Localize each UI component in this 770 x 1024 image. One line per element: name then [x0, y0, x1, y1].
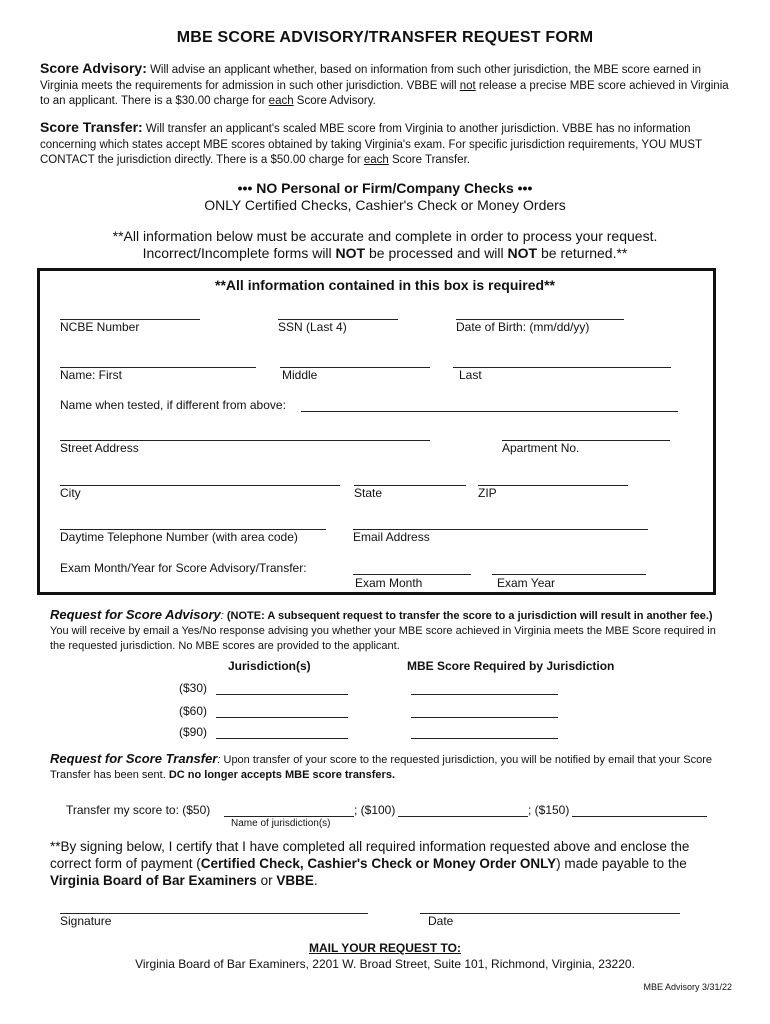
- street-address-label: Street Address: [60, 441, 139, 455]
- transfer-fee-50-label: Transfer my score to: ($50): [66, 803, 211, 817]
- last-name-label: Last: [459, 368, 482, 382]
- dob-label: Date of Birth: (mm/dd/yy): [456, 320, 590, 334]
- jurisdiction-column-header: Jurisdiction(s): [228, 659, 311, 673]
- last-name-field[interactable]: [453, 367, 671, 368]
- score-advisory-paragraph: Score Advisory: Will advise an applicant whether, based on information from such other jurisdiction, the MBE score earned in Virginia meets the requirements for admission in such other jurisdiction. VBBE will not release a precise MBE score achieved in Virginia to an applicant. There is a $30.00 charge for each Score Advisory.: [40, 60, 729, 107]
- signature-label: Signature: [60, 914, 112, 928]
- advisory-fee-label: ($90): [179, 725, 208, 739]
- transfer-jurisdiction-100-field[interactable]: [398, 816, 528, 817]
- score-transfer-paragraph: Score Transfer: Will transfer an applicant's scaled MBE score from Virginia to another jurisdiction. VBBE has no information concerning which states accept MBE scores obtained by taking Virginia's exam. For specific jurisdiction requirements, YOU MUST CONTACT the jurisdiction directly. There is a $50.00 charge for each Score Transfer.: [40, 119, 702, 166]
- date-field[interactable]: [420, 913, 680, 914]
- ssn-label: SSN (Last 4): [278, 320, 347, 334]
- certification-paragraph: **By signing below, I certify that I have completed all required information requested above and enclose the correct form of payment (Certified Check, Cashier's Check or Money Order ONLY) made payable to the Virginia Board of Bar Examiners or VBBE.: [50, 839, 690, 888]
- accuracy-notice-line1: **All information below must be accurate and complete in order to process your request.: [112, 228, 658, 244]
- advisory-score-field[interactable]: [411, 694, 558, 695]
- transfer-jurisdiction-150-field[interactable]: [572, 816, 707, 817]
- accuracy-notice-line2: Incorrect/Incomplete forms will NOT be processed and will NOT be returned.**: [142, 245, 628, 261]
- advisory-score-field[interactable]: [411, 717, 558, 718]
- transfer-request-paragraph: Request for Score Transfer: Upon transfer of your score to the requested jurisdiction, you will be notified by email that your Score Transfer has been sent. DC no longer accepts MBE score transfers.: [50, 751, 713, 781]
- mail-address: Virginia Board of Bar Examiners, 2201 W. Broad Street, Suite 101, Richmond, Virginia, 23220.: [135, 957, 635, 971]
- state-label: State: [354, 486, 383, 500]
- apartment-label: Apartment No.: [502, 441, 580, 455]
- date-label: Date: [428, 914, 454, 928]
- ncbe-number-label: NCBE Number: [60, 320, 140, 334]
- required-box-heading: **All information contained in this box is required**: [215, 277, 555, 293]
- city-field[interactable]: [60, 485, 340, 486]
- score-transfer-lead: Score Transfer:: [40, 119, 143, 135]
- transfer-fee-100-label: ; ($100): [354, 803, 396, 817]
- score-required-column-header: MBE Score Required by Jurisdiction: [407, 659, 615, 673]
- transfer-jurisdiction-50-field[interactable]: [224, 816, 354, 817]
- score-advisory-lead: Score Advisory:: [40, 60, 147, 76]
- zip-field[interactable]: [478, 485, 628, 486]
- first-name-label: Name: First: [60, 368, 123, 382]
- phone-label: Daytime Telephone Number (with area code): [60, 530, 298, 544]
- exam-date-label: Exam Month/Year for Score Advisory/Transfer:: [60, 561, 307, 575]
- required-info-box: [37, 268, 716, 595]
- advisory-request-lead: Request for Score Advisory: [50, 607, 221, 622]
- exam-year-label: Exam Year: [497, 576, 556, 590]
- city-label: City: [60, 486, 81, 500]
- advisory-jurisdiction-field[interactable]: [216, 694, 348, 695]
- transfer-request-lead: Request for Score Transfer: [50, 751, 218, 766]
- transfer-fee-150-label: ; ($150): [528, 803, 570, 817]
- no-personal-checks-notice: ••• NO Personal or Firm/Company Checks •••: [237, 180, 533, 196]
- middle-name-label: Middle: [282, 368, 318, 382]
- advisory-fee-label: ($30): [179, 681, 208, 695]
- exam-year-field[interactable]: [492, 574, 646, 575]
- name-when-tested-field[interactable]: [301, 411, 678, 412]
- page-title: MBE SCORE ADVISORY/TRANSFER REQUEST FORM: [176, 29, 594, 46]
- exam-month-label: Exam Month: [355, 576, 423, 590]
- exam-month-field[interactable]: [353, 574, 471, 575]
- jurisdiction-caption: Name of jurisdiction(s): [231, 818, 331, 829]
- form-version-footer: MBE Advisory 3/31/22: [643, 982, 732, 992]
- email-label: Email Address: [353, 530, 430, 544]
- advisory-jurisdiction-field[interactable]: [216, 717, 348, 718]
- advisory-score-field[interactable]: [411, 738, 558, 739]
- advisory-request-paragraph: Request for Score Advisory: (NOTE: A subsequent request to transfer the score to a jurisdiction will result in another fee.) You will receive by email a Yes/No response advising you whether your MBE score achieved in Virginia meets the MBE Score required in the requested jurisdiction. No MBE scores are provided to the applicant.: [50, 607, 716, 652]
- accepted-payment-notice: ONLY Certified Checks, Cashier's Check or Money Orders: [204, 197, 566, 213]
- advisory-jurisdiction-field[interactable]: [216, 738, 348, 739]
- zip-label: ZIP: [478, 486, 497, 500]
- mail-heading: MAIL YOUR REQUEST TO:: [308, 941, 461, 955]
- name-when-tested-label: Name when tested, if different from above:: [60, 398, 286, 412]
- advisory-fee-label: ($60): [179, 704, 208, 718]
